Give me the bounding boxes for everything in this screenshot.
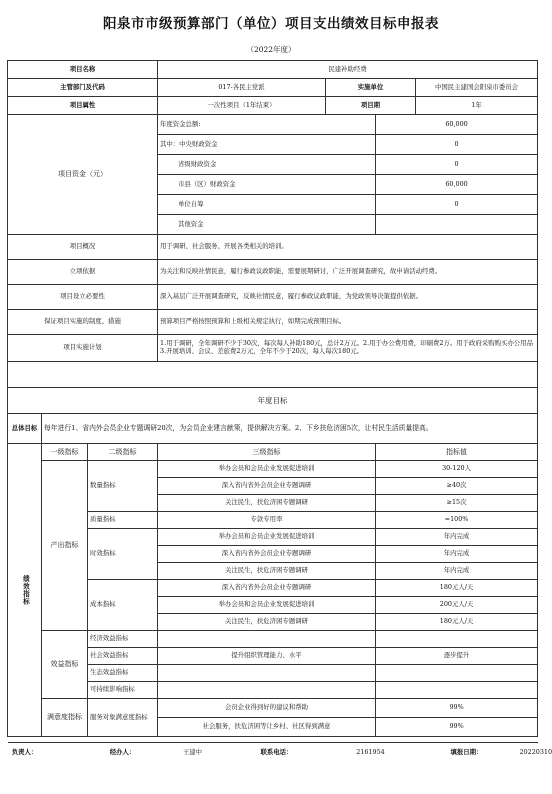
- attr-label: 项目属性: [8, 97, 158, 115]
- level1-header: 一级指标: [42, 444, 88, 461]
- blank-row: [8, 362, 538, 388]
- info-label: 项目实施计划: [8, 335, 158, 362]
- project-name-value: 民建补助经费: [158, 61, 538, 79]
- service-satisfaction-label: 服务对象满意度指标: [88, 699, 158, 737]
- indicator-name: [158, 665, 376, 682]
- indicator-value: 180元人/天: [376, 580, 538, 597]
- indicator-value: ≥15次: [376, 495, 538, 512]
- output-indicator-label: 产出指标: [42, 461, 88, 631]
- indicator-name: 举办会员和会员企业发展促进培训: [158, 461, 376, 478]
- annual-goals-heading: 年度目标: [8, 388, 538, 414]
- attr-value: 一次性项目（1年结束）: [158, 97, 326, 115]
- indicator-name: 举办会员和会员企业发展促进培训: [158, 529, 376, 546]
- fund-row-value: 0: [376, 195, 538, 215]
- leader-value: [42, 743, 88, 763]
- indicator-name: 专款专用率: [158, 512, 376, 529]
- fund-row-name: 其他资金: [158, 215, 376, 235]
- indicator-value: 99%: [376, 718, 538, 737]
- page-title: 阳泉市市级预算部门（单位）项目支出绩效目标申报表: [103, 16, 439, 32]
- fund-row-value: 0: [376, 135, 538, 155]
- form-year: （2022年度）: [246, 45, 296, 54]
- impl-value: 中国民主建国会阳泉市委员会: [416, 79, 538, 97]
- period-label: 项目期: [326, 97, 416, 115]
- phone-value: 2161954: [356, 747, 385, 756]
- benefit-indicator-label: 效益指标: [42, 631, 88, 699]
- indicator-value: 200元人/天: [376, 597, 538, 614]
- value-header: 指标值: [376, 444, 538, 461]
- indicator-value: 180元人/天: [376, 614, 538, 631]
- indicator-value: [376, 682, 538, 699]
- funds-label: 项目资金（元）: [8, 115, 158, 235]
- indicator-name: 举办会员和会员企业发展促进培训: [158, 597, 376, 614]
- indicator-value: 逐步提升: [376, 648, 538, 665]
- indicator-name: 关注民生，扶危济困专题调研: [158, 563, 376, 580]
- indicator-value: 99%: [376, 699, 538, 718]
- info-label: 立项依据: [8, 260, 158, 285]
- indicator-value: 年内完成: [376, 546, 538, 563]
- indicator-name: 会员企业得到好的建议和帮助: [158, 699, 376, 718]
- handler-value: 王建中: [182, 747, 203, 756]
- performance-form-table: [7, 60, 552, 763]
- info-label: 保证项目实施的制度、措施: [8, 310, 158, 335]
- indicator-name: 深入省内省外会员企业专题调研: [158, 546, 376, 563]
- benefit-sub-label: 社会效益指标: [88, 648, 158, 665]
- fund-row-value: 60,000: [376, 115, 538, 135]
- indicator-value: ≥40次: [376, 478, 538, 495]
- indicator-name: 提升组织管理能力、水平: [158, 648, 376, 665]
- indicator-value: 年内完成: [376, 563, 538, 580]
- fund-row-name: 市县（区）财政资金: [158, 175, 376, 195]
- phone-label: 联系电话：: [260, 747, 293, 756]
- indicator-value: =100%: [376, 512, 538, 529]
- project-name-label: 项目名称: [8, 61, 158, 79]
- fund-row-name: 单位自筹: [158, 195, 376, 215]
- cost-indicator-label: 成本指标: [88, 580, 158, 631]
- info-value: 深入基层广泛开展调查研究，反映社情民意，履行参政议政职能，为党政领导决策提供依据。: [158, 285, 538, 310]
- indicator-value: 年内完成: [376, 529, 538, 546]
- benefit-sub-label: 生态效益指标: [88, 665, 158, 682]
- dept-value: 017-各民主党派: [158, 79, 326, 97]
- dept-label: 主管部门及代码: [8, 79, 158, 97]
- fund-row-name: 年度资金总额:: [158, 115, 376, 135]
- info-value: 1.用于调研，全年调研不少于30次，每次每人补助180元，总计2万元。2.用于办公费用费，印刷费2万。用于政府采购购买办公用品3.开展培训、会议、差旅费2万元，全年不少于20次，每人每次180元。: [158, 335, 538, 362]
- quality-indicator-label: 质量指标: [88, 512, 158, 529]
- indicator-value: [376, 665, 538, 682]
- indicator-name: [158, 631, 376, 648]
- perf-indicator-label: 绩效指标: [8, 444, 42, 737]
- fund-row-value: [376, 215, 538, 235]
- level3-header: 三级指标: [158, 444, 376, 461]
- date-label: 填报日期：: [450, 747, 483, 756]
- quantity-indicator-label: 数量指标: [88, 461, 158, 512]
- fund-row-value: 0: [376, 155, 538, 175]
- info-value: 为关注和反映社情民意，履行参政议政职能，需要展期研讨，广泛开展调查研究，故申请活动经费。: [158, 260, 538, 285]
- level2-header: 二级指标: [88, 444, 158, 461]
- fund-row-name: 其中：中央财政资金: [158, 135, 376, 155]
- indicator-name: 关注民生，扶危济困专题调研: [158, 614, 376, 631]
- impl-label: 实施单位: [326, 79, 416, 97]
- indicator-name: [158, 682, 376, 699]
- period-value: 1年: [416, 97, 538, 115]
- overall-goal-label: 总体目标: [8, 414, 42, 444]
- info-value: 用于调研、社会服务、开展各类相关的培训。: [158, 235, 538, 260]
- fund-row-value: 60,000: [376, 175, 538, 195]
- handler-label: 经办人：: [109, 747, 136, 756]
- benefit-sub-label: 经济效益指标: [88, 631, 158, 648]
- indicator-name: 关注民生，扶危济困专题调研: [158, 495, 376, 512]
- indicator-value: 30-120人: [376, 461, 538, 478]
- info-label: 项目概况: [8, 235, 158, 260]
- info-label: 项目设立必要性: [8, 285, 158, 310]
- indicator-value: [376, 631, 538, 648]
- timeliness-indicator-label: 时效指标: [88, 529, 158, 580]
- date-value: 20220310: [519, 747, 552, 756]
- indicator-name: 社会服务，扶危济困等让乡村、社区得到满意: [158, 718, 376, 737]
- satisfaction-indicator-label: 满意度指标: [42, 699, 88, 737]
- info-value: 预算项目严格按照预算和上级相关规定执行，如期完成预期目标。: [158, 310, 538, 335]
- fund-row-name: 省级财政资金: [158, 155, 376, 175]
- overall-goal-text: 每年进行1、省内外会员企业专题调研20次，为会员企业建言献策，提供解决方案。2、下乡扶危济困5次，让村民生活质量提高。: [42, 414, 538, 444]
- indicator-name: 深入省内省外会员企业专题调研: [158, 580, 376, 597]
- leader-label: 负责人：: [11, 747, 38, 756]
- benefit-sub-label: 可持续影响指标: [88, 682, 158, 699]
- indicator-name: 深入省内省外会员企业专题调研: [158, 478, 376, 495]
